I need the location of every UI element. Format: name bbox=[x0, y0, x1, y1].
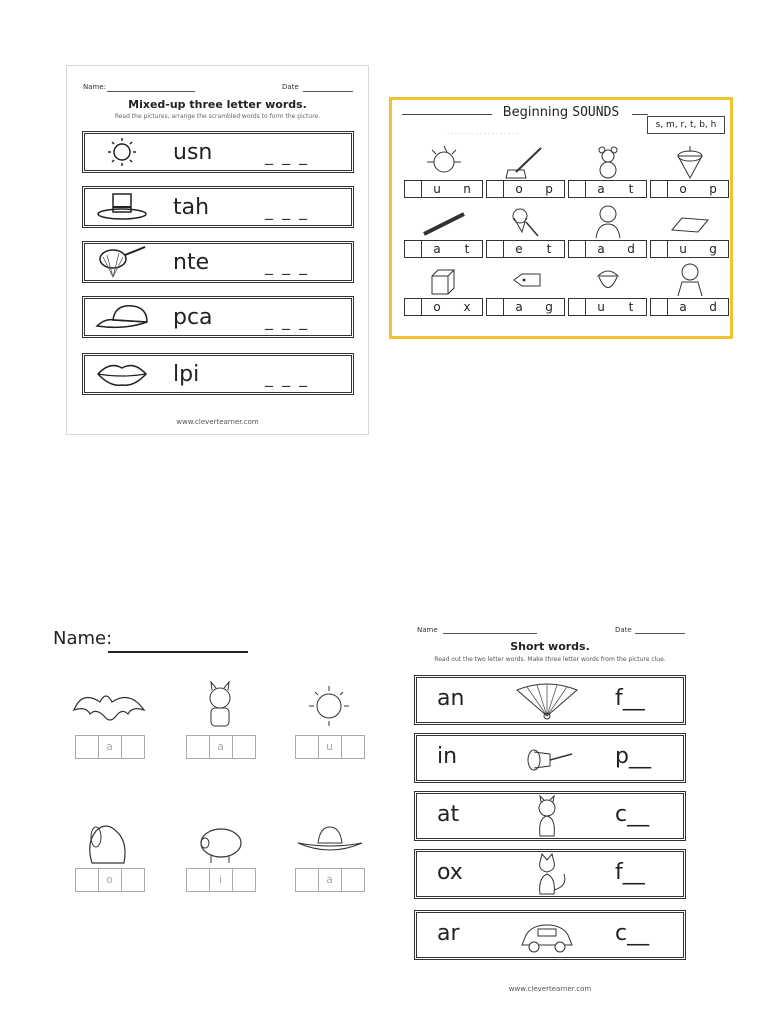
sound-cell bbox=[486, 262, 565, 316]
answer-blank[interactable]: f__ bbox=[615, 686, 645, 711]
sound-cell bbox=[650, 262, 729, 316]
scrambled-word: tah bbox=[173, 195, 210, 220]
answer-blank[interactable]: _ _ _ bbox=[265, 146, 310, 165]
car-icon bbox=[512, 915, 582, 957]
instructions: Read out the two letter words. Make three letter words from the picture clue. bbox=[434, 656, 666, 663]
dog-icon bbox=[72, 813, 147, 868]
box-icon bbox=[404, 262, 483, 298]
word-row bbox=[414, 733, 686, 783]
nut-icon bbox=[568, 262, 647, 298]
worksheet-cvc-pictures bbox=[50, 625, 372, 925]
word-row bbox=[82, 131, 354, 173]
two-letter-word: ar bbox=[437, 921, 460, 946]
letter: n bbox=[463, 182, 471, 196]
sun-icon bbox=[404, 144, 483, 180]
letter: o bbox=[433, 300, 441, 314]
letter: u bbox=[597, 300, 605, 314]
top-icon bbox=[650, 144, 729, 180]
letter: i bbox=[210, 869, 233, 891]
picture-cell bbox=[292, 680, 367, 759]
cat-icon bbox=[183, 680, 258, 735]
two-letter-word: in bbox=[437, 744, 458, 769]
scrambled-word: lpi bbox=[173, 362, 200, 387]
sound-cell bbox=[650, 144, 729, 198]
net-icon bbox=[95, 247, 150, 277]
letter-boxes[interactable] bbox=[75, 735, 145, 759]
worksheet-title: Short words. bbox=[510, 640, 590, 653]
letter-boxes[interactable] bbox=[295, 735, 365, 759]
letter: t bbox=[546, 242, 552, 256]
footer-url: www.clevertearner.com bbox=[176, 418, 259, 426]
letter-boxes[interactable] bbox=[186, 868, 256, 892]
answer-blank[interactable]: c__ bbox=[615, 802, 650, 827]
word-row bbox=[82, 353, 354, 395]
sun-icon bbox=[95, 137, 150, 167]
sound-cell bbox=[650, 204, 729, 258]
sound-cell bbox=[404, 204, 483, 258]
word-row bbox=[414, 791, 686, 841]
word-row bbox=[82, 186, 354, 228]
instructions: - - - - - - - - - - - - - - - - - - bbox=[447, 130, 519, 137]
bat-icon bbox=[72, 680, 147, 735]
lad-icon bbox=[650, 262, 729, 298]
sound-cell bbox=[568, 204, 647, 258]
answer-blank[interactable]: f__ bbox=[615, 860, 645, 885]
name-line[interactable] bbox=[108, 651, 248, 653]
letter: a bbox=[319, 869, 342, 891]
letter: a bbox=[597, 242, 605, 256]
picture-cell bbox=[72, 813, 147, 892]
letter: u bbox=[679, 242, 687, 256]
letter: t bbox=[628, 300, 634, 314]
letter-bank: s, m, r, t, b, h bbox=[647, 116, 725, 134]
letter: p bbox=[709, 182, 717, 196]
instructions: Read the pictures, arrange the scrambled words to form the picture. bbox=[114, 113, 321, 120]
rug-icon bbox=[650, 204, 729, 240]
two-letter-word: ox bbox=[437, 860, 463, 885]
fan-icon bbox=[512, 680, 582, 722]
letter: a bbox=[515, 300, 523, 314]
pig-icon bbox=[183, 813, 258, 868]
cap-icon bbox=[95, 302, 150, 332]
letter: a bbox=[679, 300, 687, 314]
answer-blank[interactable]: _ _ _ bbox=[265, 201, 310, 220]
letter: a bbox=[99, 736, 122, 758]
dad-icon bbox=[568, 204, 647, 240]
letter: e bbox=[515, 242, 523, 256]
scrambled-word: pca bbox=[173, 305, 213, 330]
lips-icon bbox=[95, 359, 150, 389]
letter: d bbox=[709, 300, 717, 314]
worksheet-beginning-sounds bbox=[389, 97, 733, 339]
tag-icon bbox=[486, 262, 565, 298]
word-row bbox=[82, 241, 354, 283]
answer-blank[interactable]: _ _ _ bbox=[265, 256, 310, 275]
title-sounds: SOUNDS bbox=[572, 105, 620, 120]
letter: o bbox=[99, 869, 122, 891]
letter: p bbox=[545, 182, 553, 196]
word-row bbox=[82, 296, 354, 338]
letter: a bbox=[597, 182, 605, 196]
answer-blank[interactable]: c__ bbox=[615, 921, 650, 946]
sound-cell bbox=[568, 262, 647, 316]
worksheet-mixed-up-words bbox=[66, 65, 369, 435]
hat-icon bbox=[95, 192, 150, 222]
pin-icon bbox=[512, 738, 582, 780]
footer-url: www.clevertearner.com bbox=[508, 985, 592, 993]
letter: a bbox=[210, 736, 233, 758]
sound-cell bbox=[404, 144, 483, 198]
cat-icon bbox=[512, 796, 582, 838]
letter-boxes[interactable] bbox=[75, 868, 145, 892]
letter: u bbox=[319, 736, 342, 758]
letter: a bbox=[433, 242, 441, 256]
sound-cell bbox=[404, 262, 483, 316]
letter: g bbox=[709, 242, 717, 256]
sound-cell bbox=[486, 144, 565, 198]
worksheet-title: Mixed-up three letter words. bbox=[128, 98, 307, 111]
date-label: Date bbox=[282, 83, 299, 91]
letter: x bbox=[463, 300, 471, 314]
scrambled-word: usn bbox=[173, 140, 213, 165]
picture-cell bbox=[183, 680, 258, 759]
mop-icon bbox=[486, 144, 565, 180]
date-label: Date bbox=[615, 626, 632, 634]
rat-icon bbox=[568, 144, 647, 180]
letter: t bbox=[464, 242, 470, 256]
letter: o bbox=[679, 182, 687, 196]
letter: o bbox=[515, 182, 523, 196]
letter: d bbox=[627, 242, 635, 256]
letter: t bbox=[628, 182, 634, 196]
hat-icon bbox=[292, 813, 367, 868]
word-row bbox=[414, 849, 686, 899]
name-label: Name bbox=[417, 626, 438, 634]
two-letter-word: at bbox=[437, 802, 460, 827]
title-beginning: Beginning bbox=[502, 105, 569, 120]
sun-icon bbox=[292, 680, 367, 735]
scrambled-word: nte bbox=[173, 250, 210, 275]
word-row bbox=[414, 675, 686, 725]
answer-blank[interactable]: p__ bbox=[615, 744, 651, 769]
sound-cell bbox=[486, 204, 565, 258]
letter-boxes[interactable] bbox=[295, 868, 365, 892]
two-letter-word: an bbox=[437, 686, 465, 711]
net-icon bbox=[486, 204, 565, 240]
picture-cell bbox=[72, 680, 147, 759]
letter: u bbox=[433, 182, 441, 196]
sound-cell bbox=[568, 144, 647, 198]
answer-blank[interactable]: _ _ _ bbox=[265, 311, 310, 330]
fox-icon bbox=[512, 854, 582, 896]
letter-boxes[interactable] bbox=[186, 735, 256, 759]
worksheet-short-words bbox=[409, 620, 691, 1000]
name-label: Name: bbox=[83, 83, 107, 91]
picture-cell bbox=[183, 813, 258, 892]
picture-cell bbox=[292, 813, 367, 892]
answer-blank[interactable]: _ _ _ bbox=[265, 368, 310, 387]
bat-icon bbox=[404, 204, 483, 240]
letter: g bbox=[545, 300, 553, 314]
name-label: Name: bbox=[53, 628, 113, 649]
word-row bbox=[414, 910, 686, 960]
